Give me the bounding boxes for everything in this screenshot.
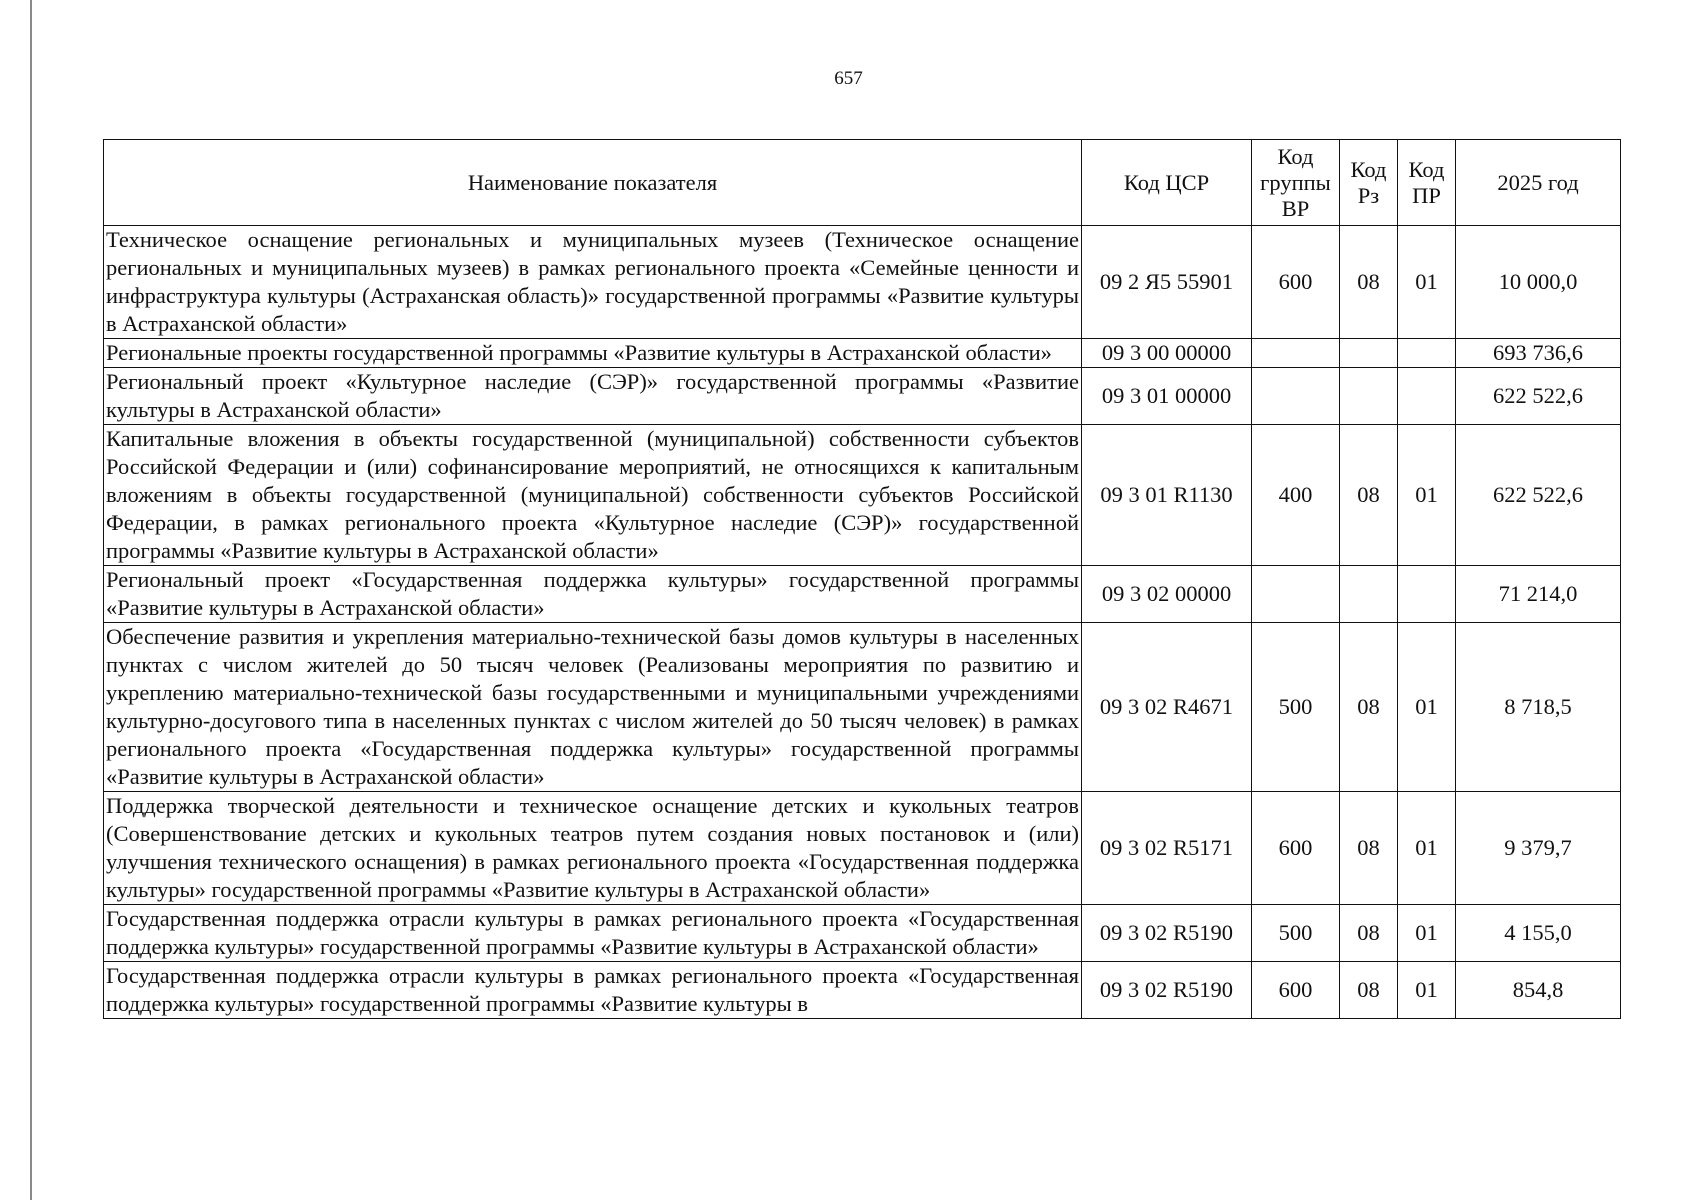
table-row [104, 962, 1621, 1019]
row-indicator-name: Государственная поддержка отрасли культуры в рамках регионального проекта «Государственная поддержка культуры» государственной программы «Развитие культуры в [106, 963, 1079, 1016]
row-pr-code: 01 [1398, 425, 1456, 566]
table-row [104, 425, 1621, 566]
row-amount: 622 522,6 [1456, 368, 1621, 425]
row-indicator-name: Региональные проекты государственной программы «Развитие культуры в Астраханской области» [104, 339, 1082, 368]
row-csr-code: 09 3 00 00000 [1082, 339, 1252, 368]
header-csr-code: Код ЦСР [1082, 140, 1252, 226]
row-indicator-name-truncated [104, 962, 1082, 1019]
row-rz-code: 08 [1340, 905, 1398, 962]
header-pr-code: Код ПР [1398, 140, 1456, 226]
header-year-2025: 2025 год [1456, 140, 1621, 226]
row-indicator-name: Региональный проект «Государственная поддержка культуры» государственной программы «Развитие культуры в Астраханской области» [104, 566, 1082, 623]
row-indicator-name: Техническое оснащение региональных и муниципальных музеев (Техническое оснащение региональных и муниципальных музеев) в рамках регионального проекта «Семейные ценности и инфраструктура культуры (Астраханская область)» государственной программы «Развитие культуры в Астраханской области» [104, 226, 1082, 339]
row-rz-code: 08 [1340, 425, 1398, 566]
row-indicator-name: Государственная поддержка отрасли культуры в рамках регионального проекта «Государственная поддержка культуры» государственной программы «Развитие культуры в Астраханской области» [104, 905, 1082, 962]
row-pr-code: 01 [1398, 792, 1456, 905]
row-pr-code [1398, 566, 1456, 623]
row-vr-code [1252, 566, 1340, 623]
row-vr-code: 500 [1252, 623, 1340, 792]
table-row [104, 905, 1621, 962]
table-row [104, 339, 1621, 368]
table-row [104, 226, 1621, 339]
row-indicator-name: Региональный проект «Культурное наследие (СЭР)» государственной программы «Развитие культуры в Астраханской области» [104, 368, 1082, 425]
row-csr-code: 09 3 02 00000 [1082, 566, 1252, 623]
row-csr-code: 09 3 02 R5190 [1082, 962, 1252, 1019]
row-csr-code: 09 3 01 00000 [1082, 368, 1252, 425]
row-rz-code: 08 [1340, 962, 1398, 1019]
row-vr-code: 600 [1252, 792, 1340, 905]
row-pr-code [1398, 339, 1456, 368]
row-amount: 10 000,0 [1456, 226, 1621, 339]
row-pr-code [1398, 368, 1456, 425]
header-rz-code: Код Рз [1340, 140, 1398, 226]
row-indicator-name: Обеспечение развития и укрепления материально-технической базы домов культуры в населенных пунктах с числом жителей до 50 тысяч человек (Реализованы мероприятия по развитию и укреплению материально-технической базы государственными и муниципальными учреждениями культурно-досугового типа в населенных пунктах с числом жителей до 50 тысяч человек) в рамках регионального проекта «Государственная поддержка культуры» государственной программы «Развитие культуры в Астраханской области» [104, 623, 1082, 792]
row-rz-code: 08 [1340, 623, 1398, 792]
row-amount: 4 155,0 [1456, 905, 1621, 962]
row-vr-code: 600 [1252, 962, 1340, 1019]
row-indicator-name: Капитальные вложения в объекты государственной (муниципальной) собственности субъектов Российской Федерации и (или) софинансирование мероприятий, не относящихся к капитальным вложениям в объекты государственной (муниципальной) собственности субъектов Российской Федерации, в рамках регионального проекта «Культурное наследие (СЭР)» государственной программы «Развитие культуры в Астраханской области» [104, 425, 1082, 566]
row-csr-code: 09 2 Я5 55901 [1082, 226, 1252, 339]
budget-table [103, 139, 1621, 1019]
row-pr-code: 01 [1398, 623, 1456, 792]
row-vr-code [1252, 339, 1340, 368]
row-amount: 622 522,6 [1456, 425, 1621, 566]
row-amount: 8 718,5 [1456, 623, 1621, 792]
row-rz-code [1340, 368, 1398, 425]
row-vr-code: 500 [1252, 905, 1340, 962]
row-rz-code [1340, 339, 1398, 368]
page-number: 657 [834, 68, 863, 89]
binding-edge-line [30, 0, 32, 1200]
row-csr-code: 09 3 01 R1130 [1082, 425, 1252, 566]
row-pr-code: 01 [1398, 962, 1456, 1019]
row-amount: 693 736,6 [1456, 339, 1621, 368]
row-rz-code [1340, 566, 1398, 623]
row-csr-code: 09 3 02 R4671 [1082, 623, 1252, 792]
table-row [104, 792, 1621, 905]
row-vr-code: 600 [1252, 226, 1340, 339]
row-rz-code: 08 [1340, 226, 1398, 339]
row-vr-code: 400 [1252, 425, 1340, 566]
row-csr-code: 09 3 02 R5171 [1082, 792, 1252, 905]
row-amount: 9 379,7 [1456, 792, 1621, 905]
table-row [104, 368, 1621, 425]
header-vr-group-code: Код группы ВР [1252, 140, 1340, 226]
table-header-row [104, 140, 1621, 226]
header-indicator-name: Наименование показателя [104, 140, 1082, 226]
row-csr-code: 09 3 02 R5190 [1082, 905, 1252, 962]
row-amount: 854,8 [1456, 962, 1621, 1019]
row-vr-code [1252, 368, 1340, 425]
table-row [104, 566, 1621, 623]
row-indicator-name: Поддержка творческой деятельности и техническое оснащение детских и кукольных театров (Совершенствование детских и кукольных театров путем создания новых постановок и (или) улучшения технического оснащения) в рамках регионального проекта «Государственная поддержка культуры» государственной программы «Развитие культуры в Астраханской области» [104, 792, 1082, 905]
row-pr-code: 01 [1398, 226, 1456, 339]
row-rz-code: 08 [1340, 792, 1398, 905]
table-row [104, 623, 1621, 792]
row-pr-code: 01 [1398, 905, 1456, 962]
row-amount: 71 214,0 [1456, 566, 1621, 623]
